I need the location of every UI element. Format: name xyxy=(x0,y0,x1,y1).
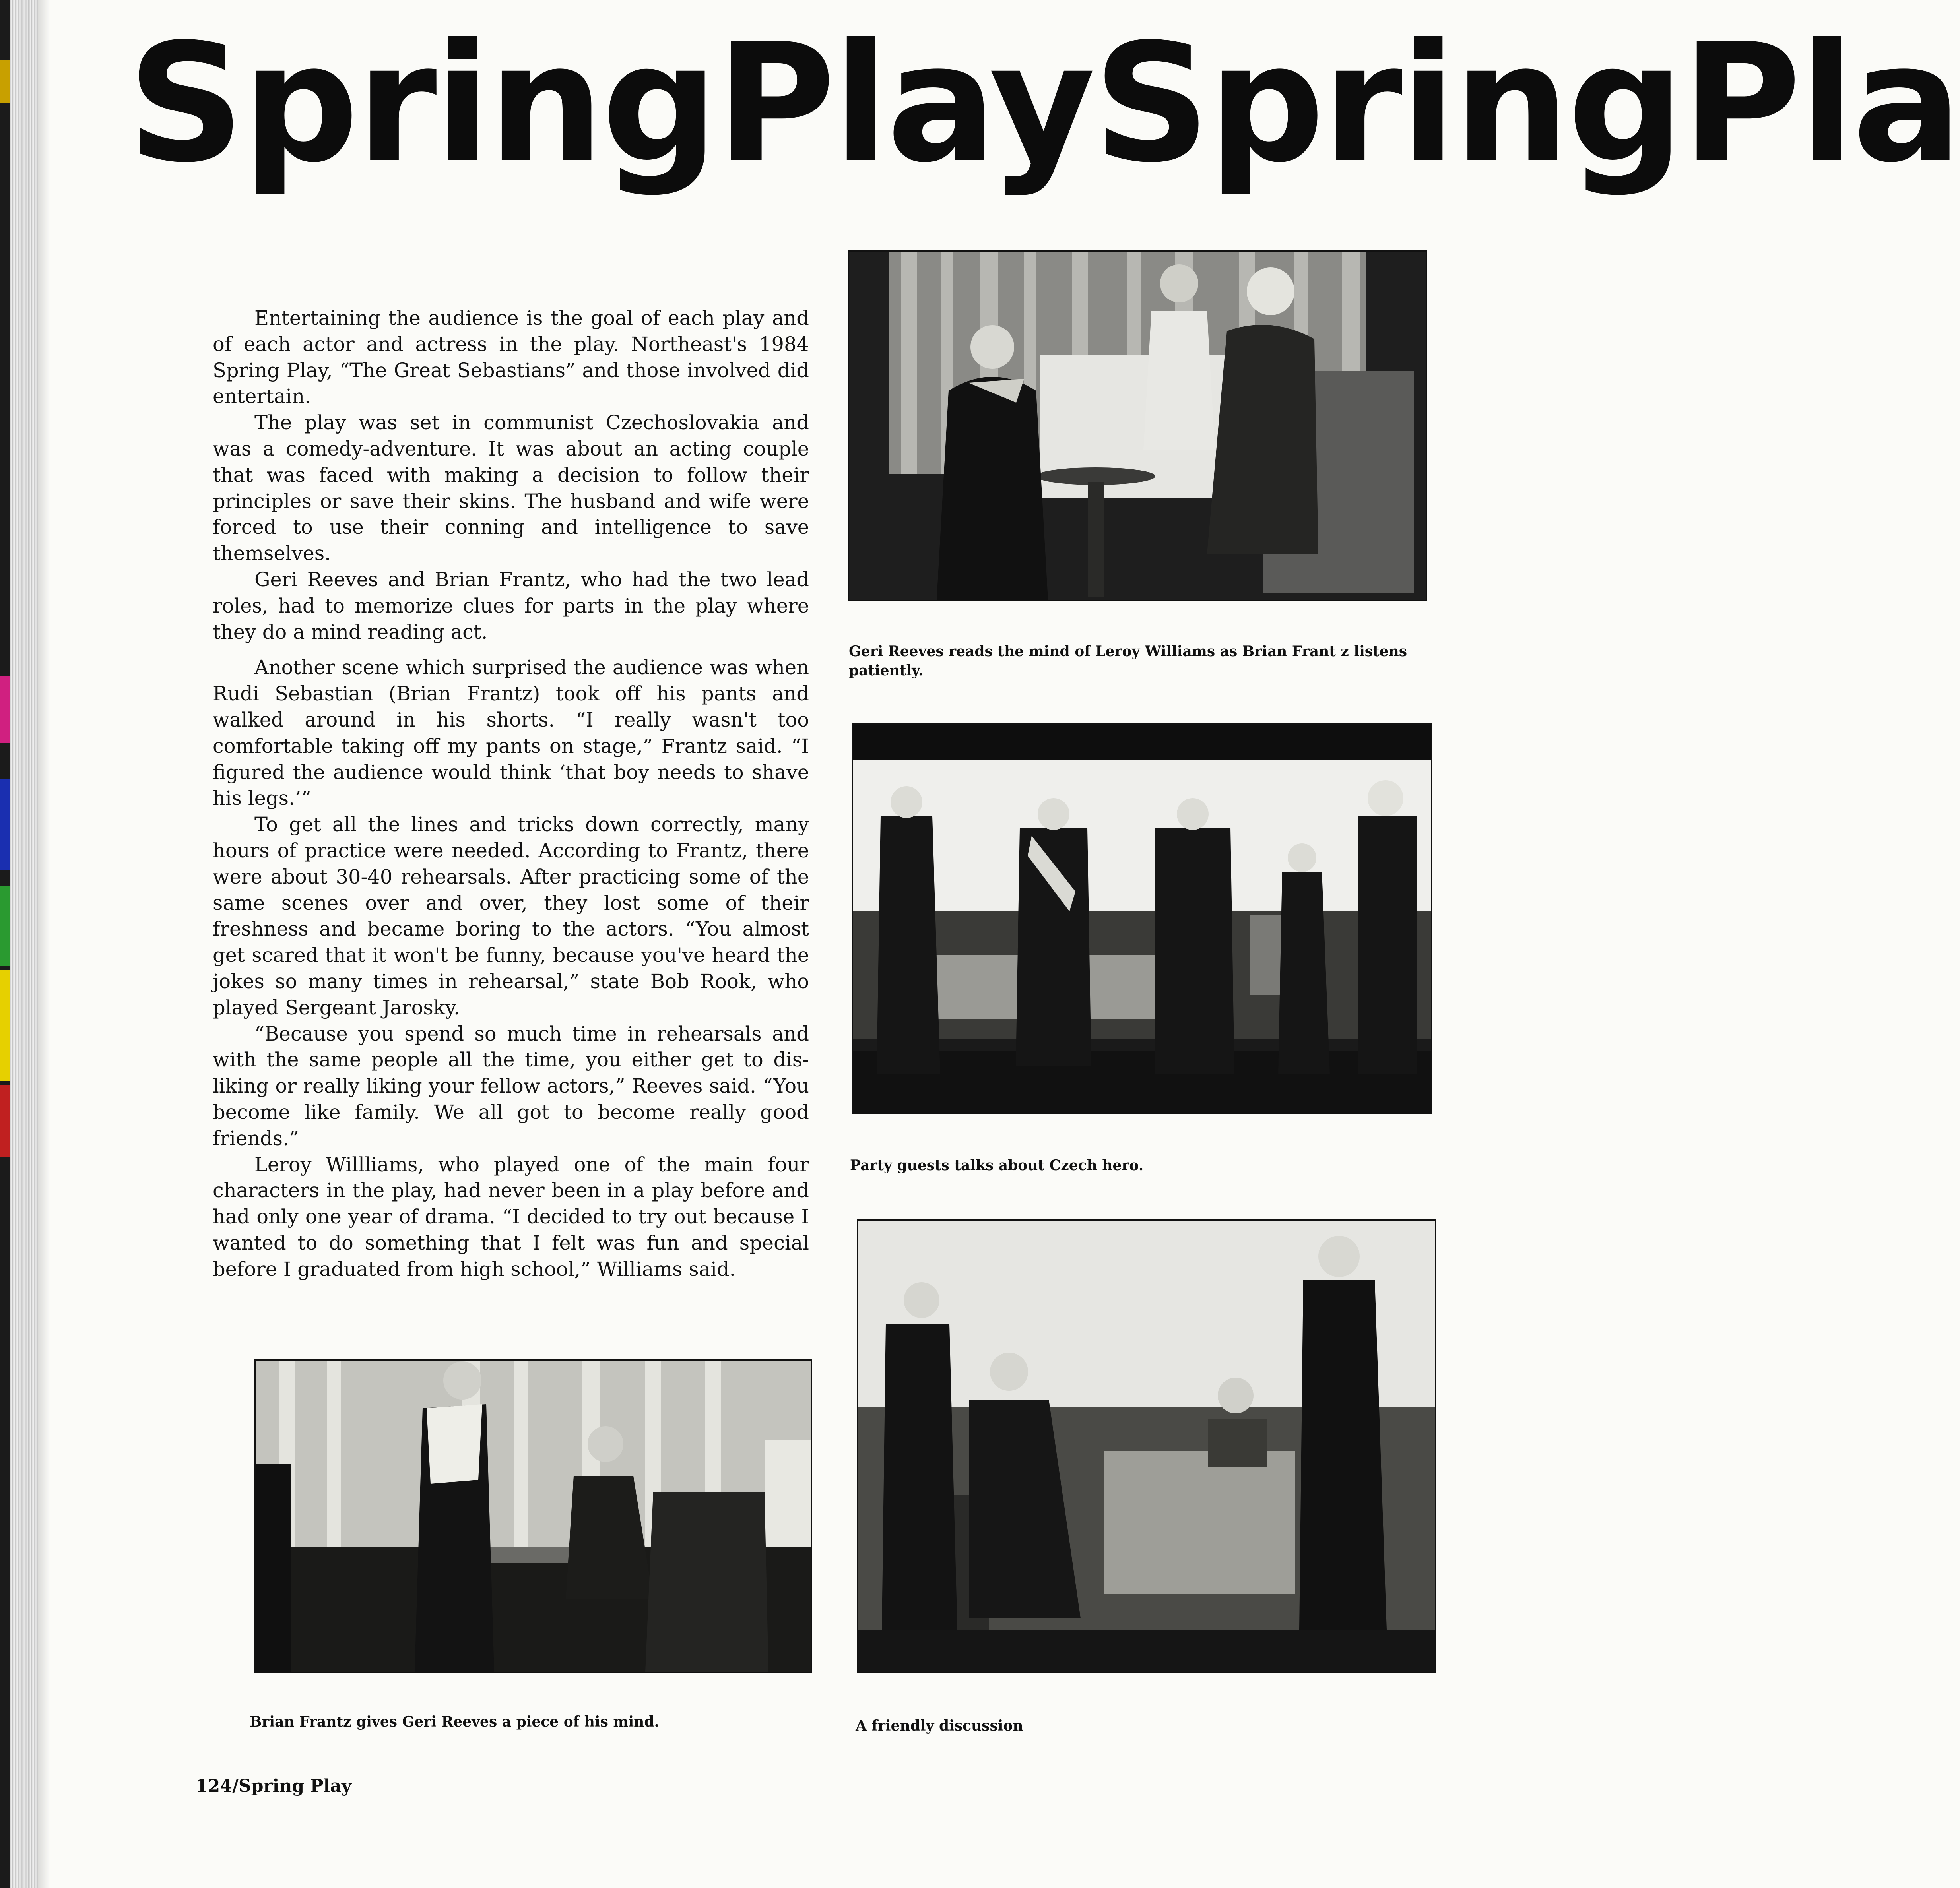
page-stack-edge xyxy=(10,0,38,1888)
spine-band xyxy=(0,60,10,103)
spine-band xyxy=(0,1085,10,1157)
spine-band xyxy=(0,886,10,966)
article-body xyxy=(213,305,809,1282)
photo-caption: A friendly discussion xyxy=(856,1717,1023,1734)
article-paragraph: Another scene which surprised the audience was when Rudi Sebastian (Brian Frantz) took off his pants and walked around in his shorts. “I really wasn't too comfortable taking off my pants on stage,” Frantz said. “I figured the audience would think ‘that boy needs to shave his legs.’” xyxy=(213,656,809,810)
photo-caption: Party guests talks about Czech hero. xyxy=(850,1157,1144,1174)
book-spine xyxy=(0,0,10,1888)
spine-band xyxy=(0,676,10,743)
spine-band xyxy=(0,970,10,1081)
page-headline: SpringPlaySpringPla xyxy=(127,8,1960,198)
article-paragraph: Leroy Willliams, who played one of the main four characters in the play, had never been in a play before and had only one year of drama. “I decided to try out because I wanted to do something that I felt was fun and special before I graduated from high school,” Williams said. xyxy=(213,1153,809,1281)
article-paragraph: To get all the lines and tricks down correctly, many hours of practice were needed. According to Frantz, there were about 30-40 rehearsals. After practicing some of the same scenes over and over, they lost some of their freshness and became boring to the actors. “You almost get scared that it won't be funny, because you've heard the jokes so many times in rehearsal,” state Bob Rook, who played Sergeant Jarosky. xyxy=(213,813,809,1019)
photo-caption: Brian Frantz gives Geri Reeves a piece of his mind. xyxy=(250,1714,660,1730)
photo-mind-reading xyxy=(848,250,1427,601)
photo-caption: Geri Reeves reads the mind of Leroy Williams as Brian Frant z listens patiently. xyxy=(849,643,1407,679)
photo-friendly-discussion xyxy=(857,1219,1436,1673)
article-paragraph: “Because you spend so much time in rehearsals and with the same people all the time, you either get to dis-liking or really liking your fellow actors,” Reeves said. “You become like family. We all got to become really good friends.” xyxy=(213,1022,809,1150)
article-paragraph: The play was set in communist Czechoslovakia and was a comedy-adventure. It was about an acting couple that was faced with making a decision to follow their principles or save their skins. The husband and wife were forced to use their conning and intelligence to save themselves. xyxy=(213,411,809,565)
spine-band xyxy=(0,779,10,870)
photo-party-guests xyxy=(852,723,1432,1114)
page-folio: 124/Spring Play xyxy=(196,1776,352,1796)
photo-piece-of-mind xyxy=(254,1359,812,1673)
gutter-shadow xyxy=(38,0,50,1888)
article-paragraph: Entertaining the audience is the goal of each play and of each actor and actress in the play. Northeast's 1984 Spring Play, “The Great Sebastians” and those involved did entertain. xyxy=(213,306,809,408)
article-paragraph: Geri Reeves and Brian Frantz, who had the two lead roles, had to memorize clues for parts in the play where they do a mind reading act. xyxy=(213,568,809,644)
